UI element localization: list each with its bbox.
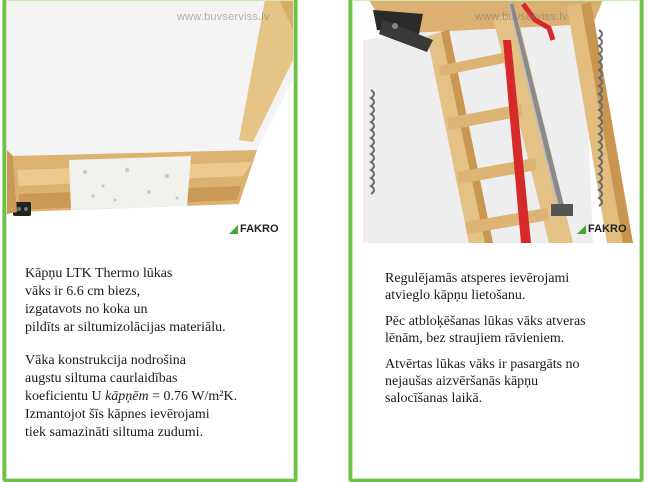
text-line: Atvērtas lūkas vāks ir pasargāts no xyxy=(385,357,580,372)
right-paragraph-1 xyxy=(385,270,630,304)
text-line: vāks ir 6.6 cm biezs, xyxy=(25,284,141,299)
right-description xyxy=(385,270,630,416)
fakro-logo-mark-icon xyxy=(229,225,238,234)
text-line: Regulējamās atsperes ievērojami xyxy=(385,271,570,286)
u-value-line xyxy=(25,388,291,406)
text-line: Izmantojot šīs kāpnes ievērojami xyxy=(25,407,210,422)
text-line: izgatavots no koka un xyxy=(25,302,148,317)
text-line: atvieglo kāpņu lietošanu. xyxy=(385,288,526,303)
text-line: Vāka konstrukcija nodrošina xyxy=(25,353,186,368)
right-panel xyxy=(349,0,643,482)
left-description xyxy=(25,265,291,457)
left-paragraph-1 xyxy=(25,265,291,337)
attic-ladder-springs-image xyxy=(353,0,639,243)
right-paragraph-2 xyxy=(385,313,630,347)
fakro-logo-text: FAKRO xyxy=(588,223,627,235)
text-line: Pēc atbloķēšanas lūkas vāks atveras xyxy=(385,314,586,329)
text-line: Kāpņu LTK Thermo lūkas xyxy=(25,266,173,281)
hatch-cover-cross-section-image xyxy=(7,0,293,243)
text-line: augstu siltuma caurlaidības xyxy=(25,371,178,386)
fakro-logo-text: FAKRO xyxy=(240,223,279,235)
watermark: www.buvserviss.lv xyxy=(177,11,270,23)
text-line: lēnām, bez straujiem rāvieniem. xyxy=(385,331,565,346)
watermark: www.buvserviss.lv xyxy=(475,11,568,23)
text-line: tiek samazināti siltuma zudumi. xyxy=(25,425,204,440)
right-paragraph-3 xyxy=(385,356,630,407)
left-panel xyxy=(3,0,297,482)
fakro-logo-mark-icon xyxy=(577,225,586,234)
text-line: nejaušas aizvēršanās kāpņu xyxy=(385,374,539,389)
fakro-logo xyxy=(229,223,279,235)
text-line: pildīts ar siltumizolācijas materiālu. xyxy=(25,320,226,335)
u-value-subscript: kāpņēm xyxy=(105,389,149,404)
text-line: salocīšanas laikā. xyxy=(385,391,483,406)
u-value-number: = 0.76 W/m²K. xyxy=(148,389,238,404)
u-value-prefix: koeficientu U xyxy=(25,389,106,404)
left-paragraph-2 xyxy=(25,352,291,442)
fakro-logo xyxy=(577,223,627,235)
